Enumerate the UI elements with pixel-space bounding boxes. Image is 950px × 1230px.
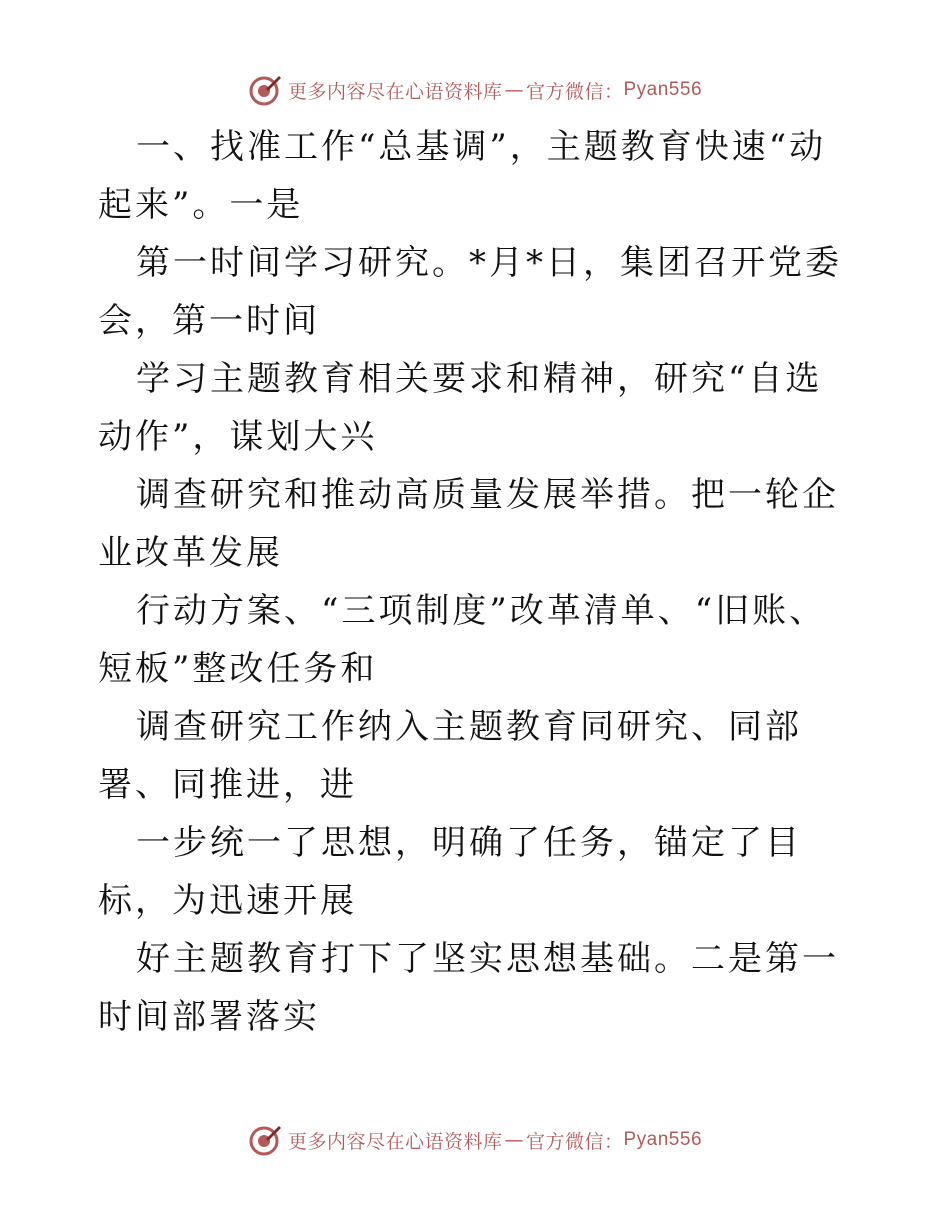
watermark-separator: — (504, 79, 524, 101)
footer-watermark (0, 1120, 950, 1160)
paragraph-1: 一、找准工作“总基调”，主题教育快速“动起来”。一是 (98, 127, 827, 225)
quill-seal-icon (248, 73, 282, 107)
watermark-site-text: 更多内容尽在心语资料库 (287, 80, 503, 103)
watermark-site-text: 更多内容尽在心语资料库 (287, 1130, 503, 1153)
paragraph-3: 学习主题教育相关要求和精神，研究“自选动作”，谋划大兴 (98, 359, 823, 457)
paragraph-4: 调查研究和推动高质量发展举措。把一轮企业改革发展 (98, 475, 839, 573)
paragraph-7: 一步统一了思想，明确了任务，锚定了目标，为迅速开展 (98, 823, 802, 921)
watermark-wechat-id: Pyan556 (623, 79, 703, 100)
watermark-wechat-id: Pyan556 (623, 1129, 703, 1150)
watermark-separator: — (504, 1129, 524, 1151)
watermark-wechat-label: 官方微信： (525, 1130, 624, 1153)
paragraph-2: 第一时间学习研究。*月*日，集团召开党委会，第一时间 (98, 243, 842, 341)
paragraph-8: 好主题教育打下了坚实思想基础。二是第一时间部署落实 (98, 939, 839, 1037)
watermark-wechat-label: 官方微信： (525, 80, 624, 103)
header-watermark (0, 70, 950, 110)
quill-seal-icon (248, 1123, 282, 1157)
paragraph-6: 调查研究工作纳入主题教育同研究、同部署、同推进，进 (98, 707, 802, 805)
paragraph-5: 行动方案、“三项制度”改革清单、“旧账、短板”整改任务和 (98, 591, 827, 689)
document-body (98, 118, 858, 1046)
